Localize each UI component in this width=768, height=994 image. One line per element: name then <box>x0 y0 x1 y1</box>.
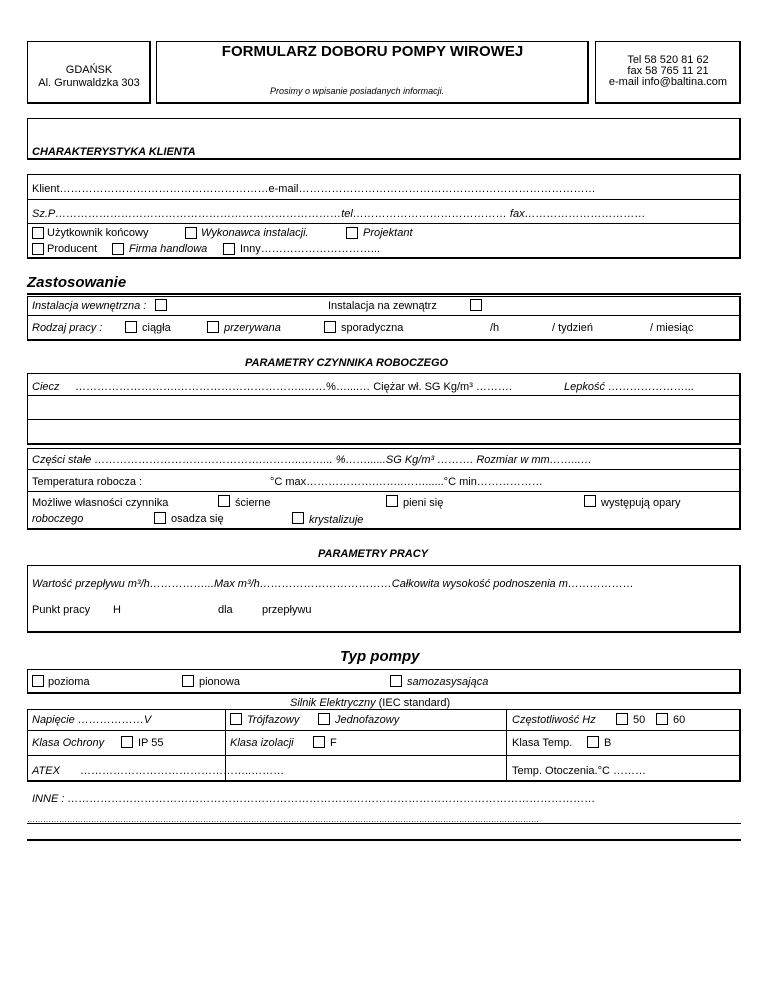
fluid-divider-2 <box>27 419 741 420</box>
form-title: FORMULARZ DOBORU POMPY WIROWEJ <box>221 43 524 60</box>
label-deposits: osadza się <box>171 513 224 525</box>
label-class-f: F <box>330 737 337 749</box>
label-trade-company: Firma handlowa <box>129 243 208 255</box>
label-working-temp: Temperatura robocza : <box>32 476 143 488</box>
checkbox-crystallizes[interactable] <box>292 512 304 524</box>
fluid-divider-3 <box>27 469 741 470</box>
label-fluid-properties-2: roboczego <box>32 513 84 525</box>
label-sporadic: sporadyczna <box>341 322 404 334</box>
label-temp-class: Klasa Temp. <box>512 737 573 749</box>
form-subtitle: Prosimy o wpisanie posiadanych informacji. <box>270 86 445 96</box>
client-divider <box>27 199 741 200</box>
label-other[interactable]: Inny…………………………... <box>240 243 380 255</box>
checkbox-self-priming[interactable] <box>390 675 402 687</box>
fluid-divider-4 <box>27 491 741 492</box>
label-external-installation: Instalacja na zewnątrz <box>328 300 437 312</box>
checkbox-sporadic[interactable] <box>324 321 336 333</box>
other-notes-field[interactable]: INNE : ……………………………………………………………………………………………………………………………… <box>32 793 596 805</box>
label-continuous: ciągła <box>142 322 171 334</box>
label-single-phase: Jednofazowy <box>335 714 400 726</box>
label-flow: przepływu <box>262 604 312 616</box>
ambient-temp-field[interactable]: Temp. Otoczenia.°C ……… <box>512 765 646 777</box>
company-city: GDAŃSK <box>65 64 113 76</box>
label-per-month: / miesiąc <box>650 322 694 334</box>
label-class-b: B <box>604 737 612 749</box>
checkbox-continuous[interactable] <box>125 321 137 333</box>
label-60hz: 60 <box>673 714 686 726</box>
contact-person-line[interactable]: Sz.P……………………………………………………………………tel…………………………………… fax…………………………… <box>32 208 646 220</box>
contact-tel: Tel 58 520 81 62 <box>627 54 709 66</box>
checkbox-producer[interactable] <box>32 243 44 255</box>
label-internal-installation: Instalacja wewnętrzna : <box>32 300 147 312</box>
label-vapours: występują opary <box>601 497 681 509</box>
checkbox-three-phase[interactable] <box>230 713 242 725</box>
motor-row-divider-1 <box>27 730 741 731</box>
label-per-week: / tydzień <box>552 322 593 334</box>
pump-type-box <box>27 669 741 694</box>
checkbox-intermittent[interactable] <box>207 321 219 333</box>
working-temp-range[interactable]: °C max……………….……..……......°C min……………… <box>270 476 543 488</box>
motor-title-text: Silnik Elektryczny <box>290 697 376 709</box>
solids-line[interactable]: Części stałe ……………………………………….………..……... %……......SG Kg/m³ ………. Rozmiar w mm……...… <box>32 454 592 466</box>
checkbox-trade-company[interactable] <box>112 243 124 255</box>
client-divider-2 <box>27 223 741 224</box>
label-insulation-class: Klasa izolacji <box>230 737 294 749</box>
label-protection-class: Klasa Ochrony <box>32 737 105 749</box>
flow-line[interactable]: Wartość przepływu m³/h……………...Max m³/h………………………………Całkowita wysokość podnoszenia m……………… <box>32 578 634 590</box>
motor-col-divider-2 <box>506 709 507 782</box>
label-ip55: IP 55 <box>138 737 164 749</box>
voltage-field[interactable]: Napięcie ………………V <box>32 714 152 726</box>
footer-rule-2 <box>27 839 741 841</box>
checkbox-end-user[interactable] <box>32 227 44 239</box>
label-end-user: Użytkownik końcowy <box>47 227 149 239</box>
footer-rule-1 <box>27 823 741 824</box>
checkbox-external-installation[interactable] <box>470 299 482 311</box>
checkbox-class-b[interactable] <box>587 736 599 748</box>
motor-row-divider-2 <box>27 755 741 756</box>
checkbox-designer[interactable] <box>346 227 358 239</box>
viscosity-line[interactable]: Lepkość …………………... <box>564 381 695 393</box>
other-notes-dots[interactable]: ………………………………………………………………………………………………………………………………………………………………………… <box>27 815 539 824</box>
label-crystallizes: krystalizuje <box>309 514 364 526</box>
liquid-line[interactable]: ……………………….……………………………..……%…....… Ciężar wł. SG Kg/m³ ………. <box>75 381 512 393</box>
label-duty-point: Punkt pracy <box>32 604 91 616</box>
work-box <box>27 565 741 633</box>
checkbox-abrasive[interactable] <box>218 495 230 507</box>
checkbox-horizontal[interactable] <box>32 675 44 687</box>
checkbox-internal-installation[interactable] <box>155 299 167 311</box>
label-50hz: 50 <box>633 714 646 726</box>
label-work-type: Rodzaj pracy : <box>32 322 103 334</box>
label-abrasive: ścierne <box>235 497 271 509</box>
label-atex: ATEX <box>32 765 60 777</box>
contact-fax: fax 58 765 11 21 <box>627 65 709 77</box>
checkbox-foaming[interactable] <box>386 495 398 507</box>
client-email-line[interactable]: Klient…………………………………………………e-mail……………………………………………………………………… <box>32 183 596 195</box>
label-horizontal: pozioma <box>48 676 90 688</box>
checkbox-vapours[interactable] <box>584 495 596 507</box>
checkbox-deposits[interactable] <box>154 512 166 524</box>
label-self-priming: samozasysająca <box>407 676 489 688</box>
label-producer: Producent <box>47 243 98 255</box>
application-rule <box>27 293 741 295</box>
label-per-hour: /h <box>490 322 500 334</box>
contact-email: e-mail info@baltina.com <box>608 76 728 88</box>
label-frequency: Częstotliwość Hz <box>512 714 596 726</box>
label-three-phase: Trójfazowy <box>247 714 300 726</box>
label-installer: Wykonawca instalacji. <box>201 227 309 239</box>
motor-standard: (IEC standard) <box>375 697 451 709</box>
checkbox-other[interactable] <box>223 243 235 255</box>
checkbox-class-f[interactable] <box>313 736 325 748</box>
client-section-title: CHARAKTERYSTYKA KLIENTA <box>32 146 196 158</box>
checkbox-single-phase[interactable] <box>318 713 330 725</box>
fluid-section-title: PARAMETRY CZYNNIKA ROBOCZEGO <box>245 357 449 369</box>
label-head-h: H <box>113 604 121 616</box>
label-intermittent: przerywana <box>224 322 281 334</box>
label-fluid-properties-1: Możliwe własności czynnika <box>32 497 169 509</box>
checkbox-ip55[interactable] <box>121 736 133 748</box>
label-liquid: Ciecz <box>32 381 60 393</box>
checkbox-50hz[interactable] <box>616 713 628 725</box>
label-for: dla <box>218 604 233 616</box>
atex-field[interactable]: ………………………………………..……… <box>80 765 285 777</box>
label-vertical: pionowa <box>199 676 240 688</box>
company-address: Al. Grunwaldzka 303 <box>38 77 140 89</box>
work-section-title: PARAMETRY PRACY <box>318 548 429 560</box>
fluid-divider-1 <box>27 395 741 396</box>
checkbox-installer[interactable] <box>185 227 197 239</box>
application-divider <box>27 315 741 316</box>
checkbox-vertical[interactable] <box>182 675 194 687</box>
pump-section-title: Typ pompy <box>340 648 420 665</box>
label-foaming: pieni się <box>403 497 444 509</box>
label-designer: Projektant <box>363 227 413 239</box>
application-section-title: Zastosowanie <box>27 274 127 291</box>
checkbox-60hz[interactable] <box>656 713 668 725</box>
